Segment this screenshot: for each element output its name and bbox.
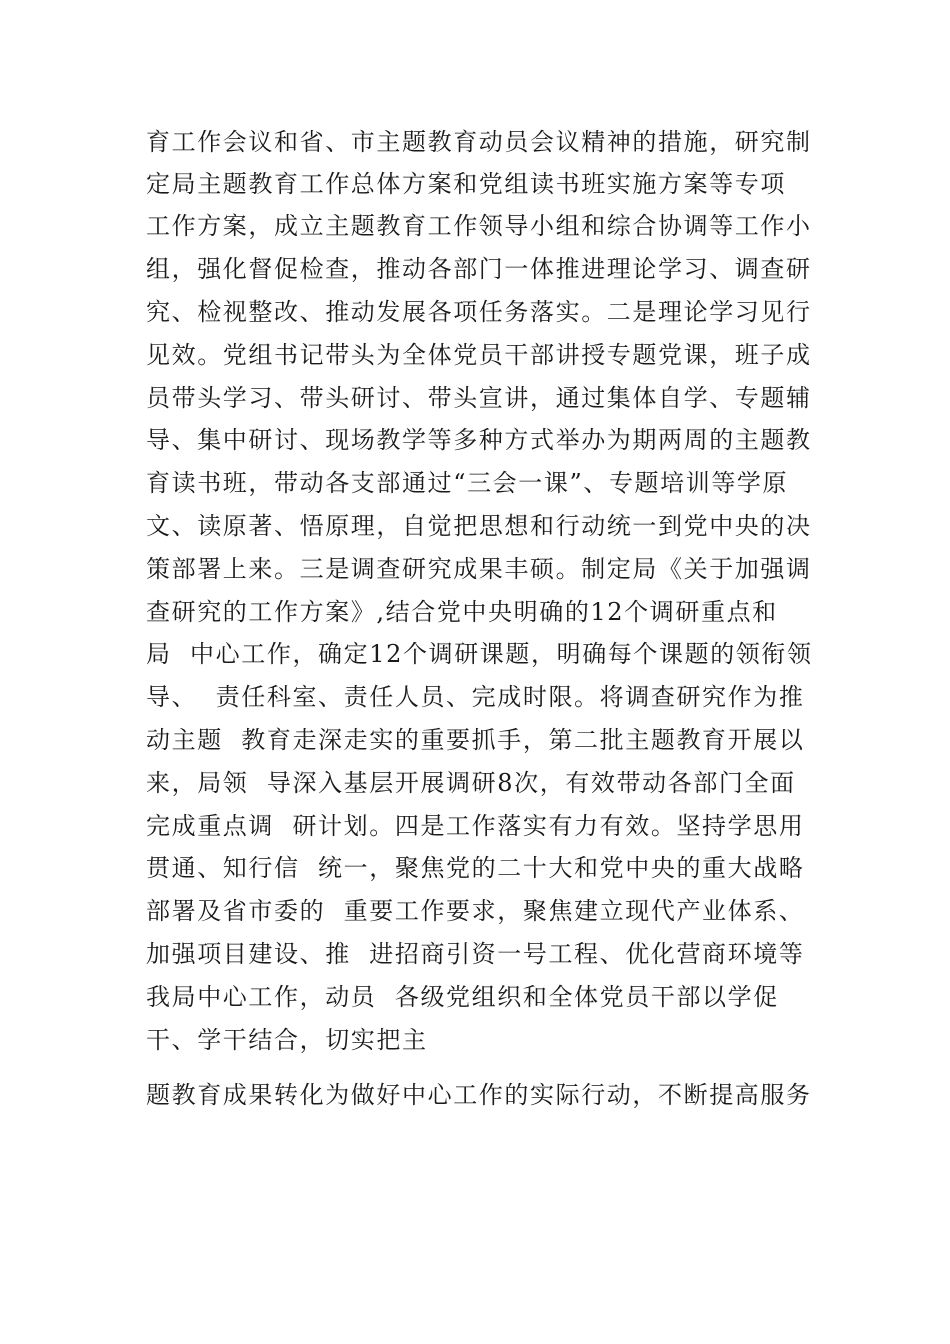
text-line: 部署及省市委的 重要工作要求，聚焦建立现代产业体系、 — [146, 897, 805, 925]
text-line: 来，局领 导深入基层开展调研8次，有效带动各部门全面 — [146, 769, 796, 797]
text-line: 题教育成果转化为做好中心工作的实际行动，不断提高服务 — [146, 1081, 812, 1109]
text-line: 工作方案，成立主题教育工作领导小组和综合协调等工作小 — [146, 212, 812, 240]
text-line: 导、 责任科室、责任人员、完成时限。将调查研究作为推 — [146, 683, 805, 711]
text-line: 文、读原著、悟原理，自觉把思想和行动统一到党中央的决 — [146, 512, 812, 540]
text-line: 策部署上来。三是调查研究成果丰硕。制定局《关于加强调 — [146, 555, 812, 583]
text-line: 加强项目建设、推 进招商引资一号工程、优化营商环境等 — [146, 940, 805, 968]
text-line: 完成重点调 研计划。四是工作落实有力有效。坚持学思用 — [146, 812, 805, 840]
text-line: 我局中心工作，动员 各级党组织和全体党员干部以学促 — [146, 983, 779, 1011]
text-line: 定局主题教育工作总体方案和党组读书班实施方案等专项 — [146, 170, 786, 198]
text-line: 员带头学习、带头研讨、带头宣讲，通过集体自学、专题辅 — [146, 384, 812, 412]
text-line: 组，强化督促检查，推动各部门一体推进理论学习、调查研 — [146, 255, 812, 283]
text-line: 育读书班，带动各支部通过“三会一课”、专题培训等学原 — [146, 469, 789, 497]
text-line: 育工作会议和省、市主题教育动员会议精神的措施，研究制 — [146, 128, 812, 156]
text-line: 干、学干结合，切实把主 — [146, 1026, 428, 1054]
text-line: 查研究的工作方案》,结合党中央明确的12个调研重点和 — [146, 598, 778, 626]
text-line: 贯通、知行信 统一，聚焦党的二十大和党中央的重大战略 — [146, 854, 805, 882]
text-line: 局 中心工作，确定12个调研课题，明确每个课题的领衔领 — [146, 640, 813, 668]
text-line: 见效。党组书记带头为全体党员干部讲授专题党课，班子成 — [146, 341, 812, 369]
text-line: 究、检视整改、推动发展各项任务落实。二是理论学习见行 — [146, 298, 812, 326]
text-line: 导、集中研讨、现场教学等多种方式举办为期两周的主题教 — [146, 426, 812, 454]
text-line: 动主题 教育走深走实的重要抓手，第二批主题教育开展以 — [146, 726, 805, 754]
